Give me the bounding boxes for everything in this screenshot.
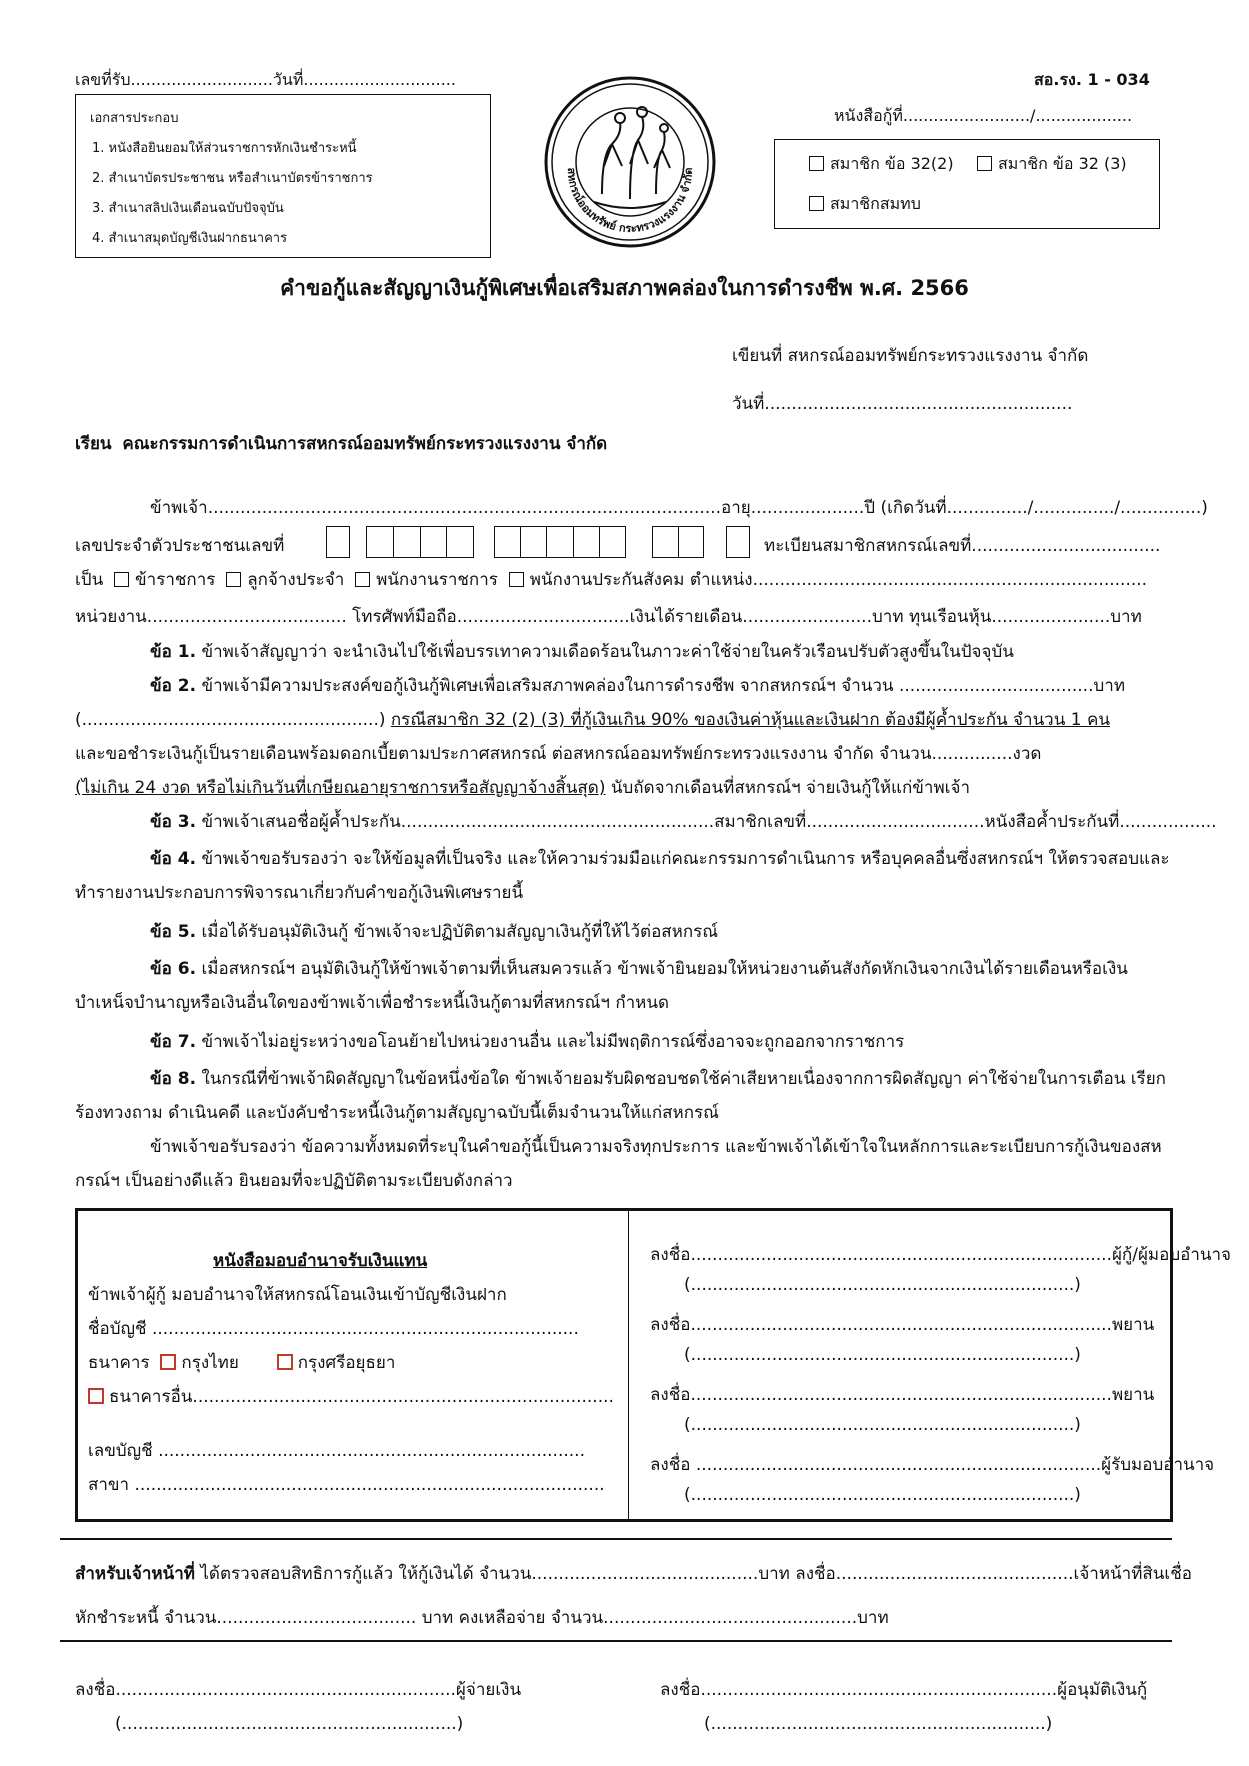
clause-4: ข้อ 4. ข้าพเจ้าขอรับรองว่า จะให้ข้อมูลที่เป็นจริง และให้ความร่วมมือแก่คณะกรรมการดำเนินการ หรือบุคคลอื่นซึ่งสหกรณ์ฯ ให้ตรวจสอบและทำรายงานประกอบการพิจารณาเกี่ยวกับคำขอกู้เงินพิเศษรายนี้ (75, 849, 1170, 903)
clause-2: ข้อ 2. ข้าพเจ้ามีความประสงค์ขอกู้เงินกู้พิเศษเพื่อเสริมสภาพคล่องในการดำรงชีพ จากสหกรณ์ฯ จำนวน ....................................บาท (150, 676, 1126, 696)
id-label: เลขประจำตัวประชาชนเลขที่ (75, 536, 285, 556)
position-field[interactable]: ตำแหน่ง......................................................................... (689, 570, 1148, 590)
checkbox-icon[interactable] (509, 572, 524, 587)
borrower-name-paren[interactable]: (.......................................................................) (684, 1275, 1081, 1295)
clause-2-line-3: และขอชำระเงินกู้เป็นรายเดือนพร้อมดอกเบี้ยตามประกาศสหกรณ์ ต่อสหกรณ์ออมทรัพย์กระทรวงแรงงาน จำกัด จำนวน...............งวด (75, 744, 1042, 764)
clause-5: ข้อ 5. เมื่อได้รับอนุมัติเงินกู้ ข้าพเจ้าจะปฏิบัติตามสัญญาเงินกู้ที่ให้ไว้ต่อสหกรณ์ (150, 922, 719, 942)
clause-3: ข้อ 3. ข้าพเจ้าเสนอชื่อผู้ค้ำประกัน..........................................................สมาชิกเลขที่.................................หนังสือค้ำประกันที่.................. (150, 812, 1217, 832)
id-digit-box[interactable] (494, 526, 626, 558)
written-at: เขียนที่ สหกรณ์ออมทรัพย์กระทรวงแรงงาน จำกัด (732, 346, 1089, 366)
clause-7: ข้อ 7. ข้าพเจ้าไม่อยู่ระหว่างขอโอนย้ายไปหน่วยงานอื่น และไม่มีพฤติการณ์ซึ่งอาจจะถูกออกจากราชการ (150, 1032, 905, 1052)
officer-line-1: สำหรับเจ้าหน้าที่ ได้ตรวจสอบสิทธิการกู้แล้ว ให้กู้เงินได้ จำนวน..........................................บาท ลงชื่อ............................................เจ้าหน้าที่สินเชื่อ (75, 1564, 1192, 1584)
unit-phone-income-line[interactable]: หน่วยงาน..................................... โทรศัพท์มือถือ................................เงินได้รายเดือน........................บาท ทุนเรือนหุ้น......................บาท (75, 607, 1142, 627)
krungsri-checkbox-icon[interactable] (277, 1354, 293, 1370)
divider (60, 1640, 1172, 1642)
checkbox-icon[interactable] (226, 572, 241, 587)
member-32-3-checkbox[interactable]: สมาชิก ข้อ 32 (3) (977, 152, 1127, 177)
checkbox-icon[interactable] (809, 156, 824, 171)
authorization-text: ข้าพเจ้าผู้กู้ มอบอำนาจให้สหกรณ์โอนเงินเข้าบัญชีเงินฝาก (88, 1285, 507, 1305)
witness-2-signature[interactable]: ลงชื่อ..............................................................................พยาน (650, 1385, 1155, 1405)
documents-box (75, 94, 491, 258)
seal-text: สหกรณ์ออมทรัพย์ กระทรวงแรงงาน จำกัด (564, 167, 696, 236)
witness-1-name-paren[interactable]: (.......................................................................) (684, 1345, 1081, 1365)
id-digit-box[interactable] (366, 526, 474, 558)
associate-member-checkbox[interactable]: สมาชิกสมทบ (809, 192, 921, 217)
checkbox-icon[interactable] (355, 572, 370, 587)
form-code: สอ.รง. 1 - 034 (1034, 70, 1150, 89)
approver-signature[interactable]: ลงชื่อ..................................................................ผู้อนุมัติเงินกู้ (660, 1680, 1148, 1700)
id-digit-box[interactable] (652, 526, 704, 558)
account-number-field[interactable]: เลขบัญชี ............................................................................... (88, 1441, 585, 1461)
witness-2-name-paren[interactable]: (.......................................................................) (684, 1415, 1081, 1435)
document-item: 1. หนังสือยินยอมให้ส่วนราชการหักเงินชำระหนี้ (92, 141, 357, 156)
payer-signature[interactable]: ลงชื่อ...............................................................ผู้จ่ายเงิน (75, 1680, 522, 1700)
member-32-2-checkbox[interactable]: สมาชิก ข้อ 32(2) (809, 152, 954, 177)
id-digit-box[interactable] (326, 526, 350, 558)
document-item: 4. สำเนาสมุดบัญชีเงินฝากธนาคาร (92, 231, 288, 246)
clause-1: ข้อ 1. ข้าพเจ้าสัญญาว่า จะนำเงินไปใช้เพื่อบรรเทาความเดือดร้อนในภาวะค่าใช้จ่ายในครัวเรือนปรับตัวสูงขึ้นในปัจจุบัน (150, 642, 1014, 662)
attorney-signature[interactable]: ลงชื่อ ...........................................................................ผู้รับมอบอำนาจ (650, 1455, 1215, 1475)
checkbox-icon[interactable] (977, 156, 992, 171)
clause-8: ข้อ 8. ในกรณีที่ข้าพเจ้าผิดสัญญาในข้อหนึ่งข้อใด ข้าพเจ้ายอมรับผิดชอบชดใช้ค่าเสียหายเนื่องจากการผิดสัญญา ค่าใช้จ่ายในการเตือน เรียกร้องทวงถาม ดำเนินคดี และบังคับชำระหนี้เงินกู้ตามสัญญาฉบับนี้เต็มจำนวนให้แก่สหกรณ์ (75, 1069, 1166, 1123)
authorization-title: หนังสือมอบอำนาจรับเงินแทน (213, 1251, 428, 1271)
authorization-box (75, 1208, 1231, 1522)
page-title: คำขอกู้และสัญญาเงินกู้พิเศษเพื่อเสริมสภาพคล่องในการดำรงชีพ พ.ศ. 2566 (280, 276, 969, 300)
bank-selection: ธนาคาร กรุงไทย กรุงศรีอยุธยา (88, 1353, 396, 1373)
divider (60, 1538, 1172, 1540)
account-name-field[interactable]: ชื่อบัญชี ............................................................................... (88, 1319, 579, 1339)
document-item: 2. สำเนาบัตรประชาชน หรือสำเนาบัตรข้าราชการ (92, 171, 373, 186)
krungthai-checkbox-icon[interactable] (160, 1354, 176, 1370)
contract-number[interactable]: หนังสือกู้ที่........................./................... (834, 106, 1133, 125)
id-digit-box[interactable] (726, 526, 750, 558)
document-item: 3. สำเนาสลิปเงินเดือนฉบับปัจจุบัน (92, 201, 284, 216)
name-age-line[interactable]: ข้าพเจ้า...............................................................................................อายุ.....................ปี (เกิดวันที่.............../.............../...............) (150, 498, 1208, 518)
documents-title: เอกสารประกอบ (90, 111, 179, 126)
branch-field[interactable]: สาขา ....................................................................................... (88, 1475, 605, 1495)
certification: ข้าพเจ้าขอรับรองว่า ข้อความทั้งหมดที่ระบุในคำขอกู้นี้เป็นความจริงทุกประการ และข้าพเจ้าได้เข้าใจในหลักการและระเบียบการกู้เงินของสหกรณ์ฯ เป็นอย่างดีแล้ว ยินยอมที่จะปฏิบัติตามระเบียบดังกล่าว (75, 1137, 1162, 1191)
other-bank-field[interactable]: ธนาคารอื่น.............................................................................. (88, 1383, 614, 1410)
other-bank-checkbox-icon[interactable] (88, 1388, 104, 1404)
addressee: เรียน คณะกรรมการดำเนินการสหกรณ์ออมทรัพย์กระทรวงแรงงาน จำกัด (75, 434, 608, 454)
date-field[interactable]: วันที่......................................................... (732, 394, 1073, 414)
checkbox-icon[interactable] (809, 196, 824, 211)
checkbox-icon[interactable] (114, 572, 129, 587)
receive-number[interactable]: เลขที่รับ............................วันที่.............................. (75, 70, 456, 89)
officer-line-2[interactable]: หักชำระหนี้ จำนวน..................................... บาท คงเหลือจ่าย จำนวน...............................................บาท (75, 1608, 889, 1628)
attorney-name-paren[interactable]: (.......................................................................) (684, 1485, 1081, 1505)
clause-2-line-2: (.......................................................) กรณีสมาชิก 32 (2) (3) ที่กู้เงินเกิน 90% ของเงินค่าหุ้นและเงินฝาก ต้องมีผู้ค้ำประกัน จำนวน 1 คน (75, 710, 1110, 730)
approver-name-paren[interactable]: (..............................................................) (704, 1714, 1053, 1734)
clause-6: ข้อ 6. เมื่อสหกรณ์ฯ อนุมัติเงินกู้ให้ข้าพเจ้าตามที่เห็นสมควรแล้ว ข้าพเจ้ายินยอมให้หน่วยงานต้นสังกัดหักเงินจากเงินได้รายเดือนหรือเงินบำเหน็จบำนาญหรือเงินอื่นใดของข้าพเจ้าเพื่อชำระหนี้เงินกู้ตามที่สหกรณ์ฯ กำหนด (75, 959, 1128, 1013)
cooperative-seal-logo (542, 74, 718, 250)
witness-1-signature[interactable]: ลงชื่อ..............................................................................พยาน (650, 1315, 1155, 1335)
clause-2-line-4: (ไม่เกิน 24 งวด หรือไม่เกินวันที่เกษียณอายุราชการหรือสัญญาจ้างสิ้นสุด) นับถัดจากเดือนที่สหกรณ์ฯ จ่ายเงินกู้ให้แก่ข้าพเจ้า (75, 778, 970, 798)
member-type-box (774, 139, 1160, 229)
member-registration-no[interactable]: ทะเบียนสมาชิกสหกรณ์เลขที่................................... (764, 536, 1161, 556)
borrower-signature[interactable]: ลงชื่อ..............................................................................ผู้กู้/ผู้มอบอำนาจ (650, 1245, 1231, 1265)
employment-status: เป็น ข้าราชการ ลูกจ้างประจำ พนักงานราชการ พนักงานประกันสังคม ตำแหน่ง......................................................................... (75, 570, 1148, 590)
payer-name-paren[interactable]: (..............................................................) (115, 1714, 464, 1734)
